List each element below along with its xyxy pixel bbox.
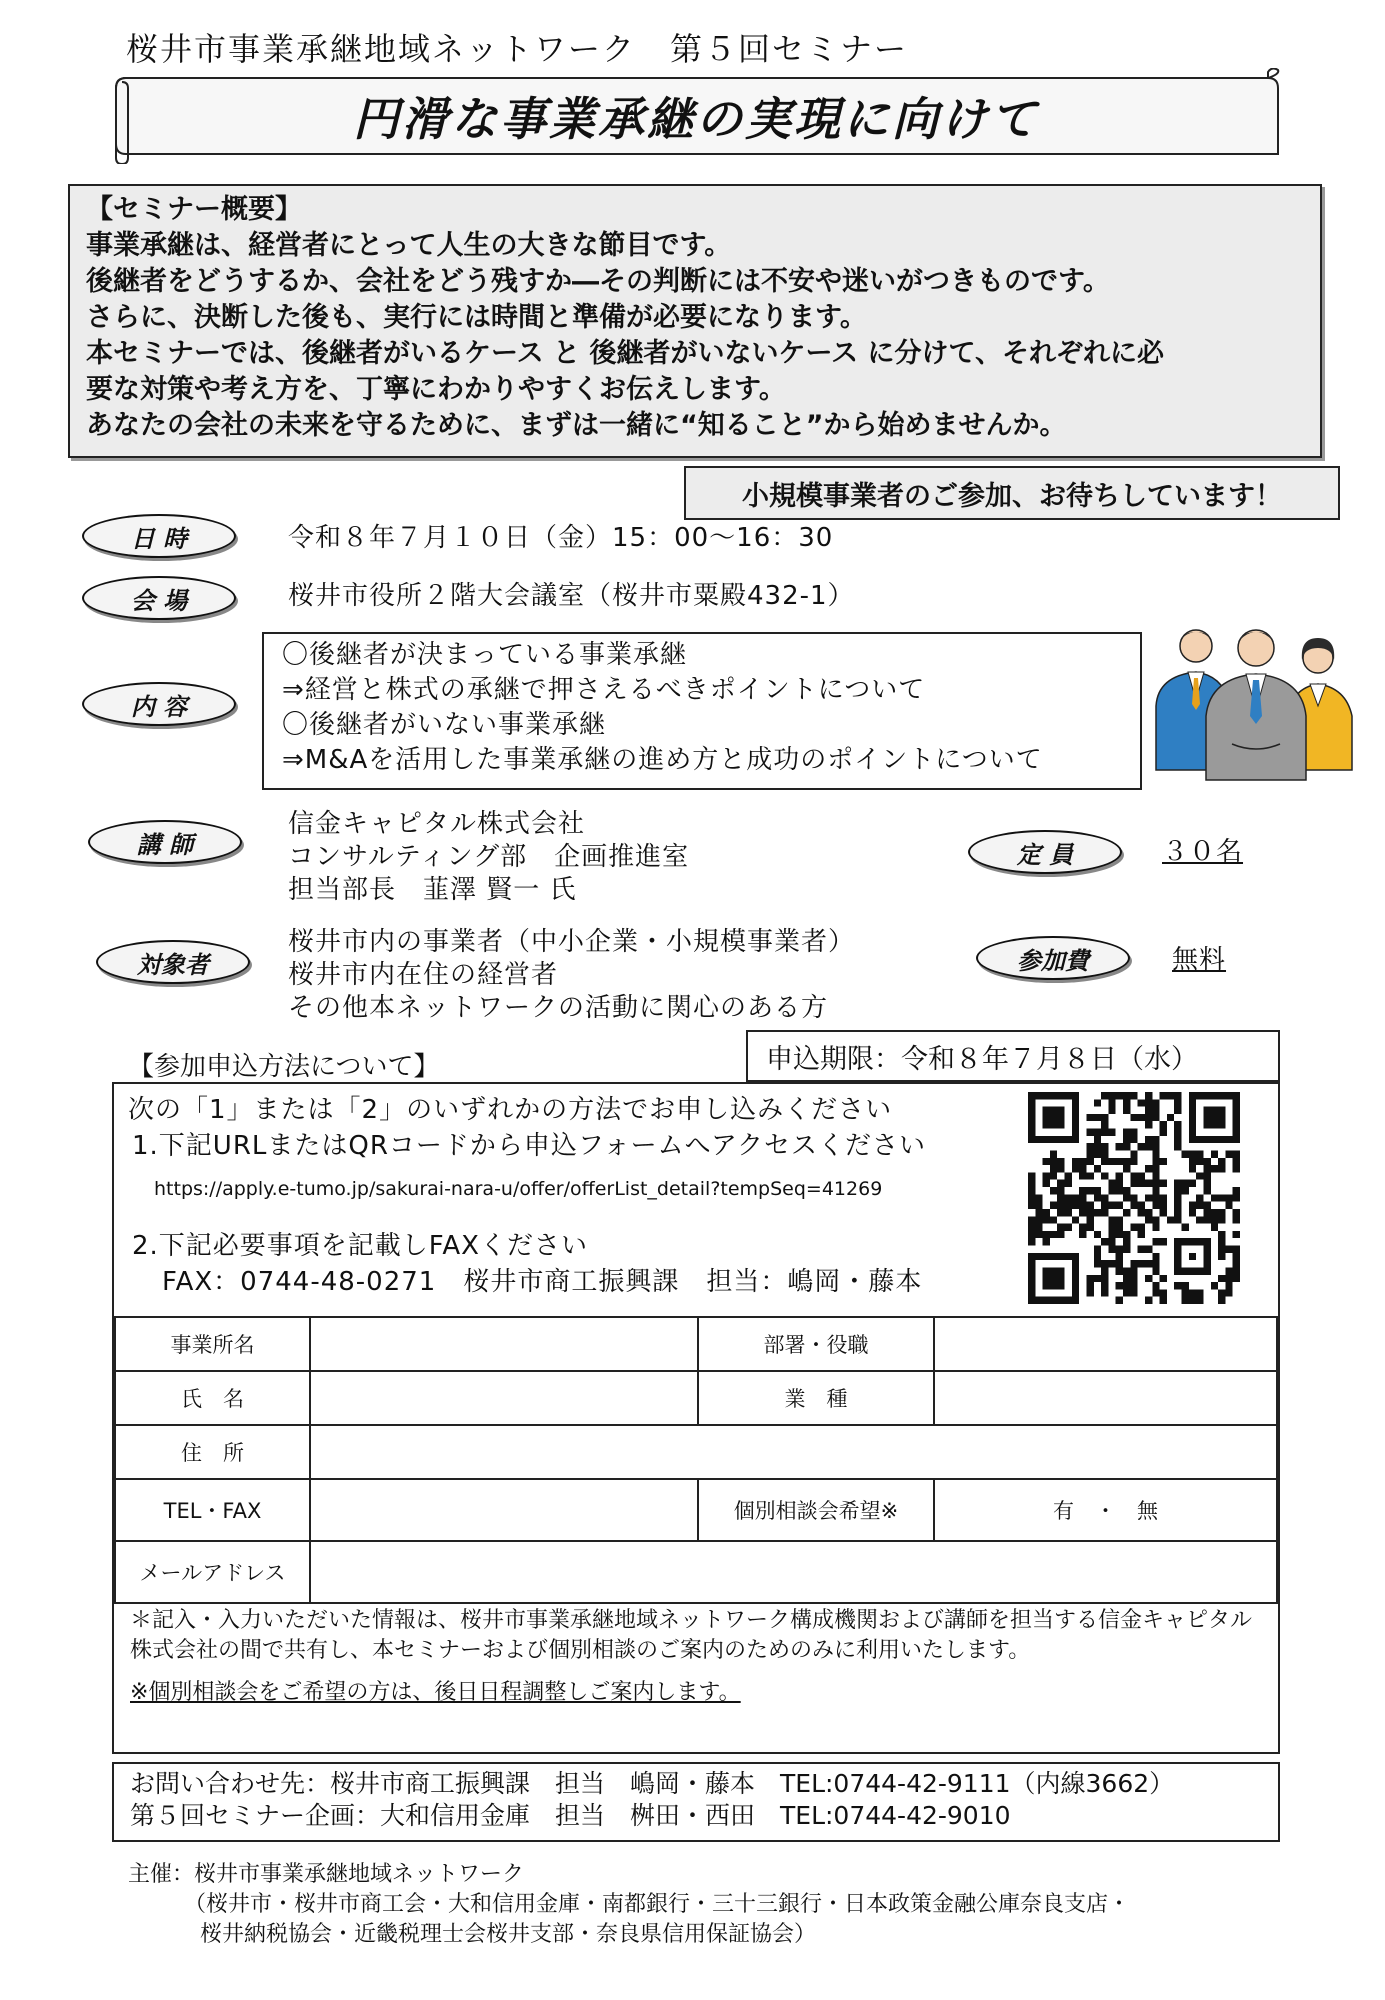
address-field[interactable] <box>310 1425 1277 1479</box>
target-line: 桜井市内在住の経営者 <box>288 960 559 990</box>
fee-label: 参加費 <box>976 936 1130 980</box>
name-label: 氏 名 <box>115 1371 310 1425</box>
overview-line: 要な対策や考え方を、丁寧にわかりやすくお伝えします。 <box>86 374 786 405</box>
fax-method <box>128 1228 922 1300</box>
overview-line: 後継者をどうするか、会社をどう残すか―その判断には不安や迷いがつきものです。 <box>86 266 1110 297</box>
contact-line: お問い合わせ先：桜井市商工振興課 担当 嶋岡・藤本 TEL:0744-42-9111（内線3662） <box>130 1769 1175 1798</box>
content-line: 〇後継者が決まっている事業承継 <box>282 640 688 670</box>
consult-label: 個別相談会希望※ <box>698 1479 934 1541</box>
application-heading: 【参加申込方法について】 <box>128 1052 440 1082</box>
industry-label: 業 種 <box>698 1371 934 1425</box>
department-field[interactable] <box>934 1317 1277 1371</box>
overview-box <box>68 184 1322 458</box>
consult-note: ※個別相談会をご希望の方は、後日日程調整しご案内します。 <box>130 1680 741 1705</box>
privacy-note: ＊記入・入力いただいた情報は、桜井市事業承継地域ネットワーク構成機関および講師を担当する信金キャピタル株式会社の間で共有し、本セミナーおよび個別相談のご案内のためのみに利用いたします。 <box>130 1608 1253 1663</box>
capacity-value: ３０名 <box>1162 837 1244 867</box>
business-people-icon <box>1152 620 1362 790</box>
content-line: ⇒M&Aを活用した事業承継の進め方と成功のポイントについて <box>282 745 1043 775</box>
method2-line: 2.下記必要事項を記載しFAXください <box>132 1231 588 1261</box>
lecturer-label: 講 師 <box>88 820 242 864</box>
tel-fax-label: TEL・FAX <box>115 1479 310 1541</box>
application-intro <box>128 1092 926 1164</box>
capacity-label: 定 員 <box>968 830 1122 874</box>
notes-section <box>130 1606 1260 1708</box>
department-label: 部署・役職 <box>698 1317 934 1371</box>
contact-line: 第５回セミナー企画：大和信用金庫 担当 桝田・西田 TEL:0744-42-9010 <box>130 1801 1011 1830</box>
office-name-field[interactable] <box>310 1317 698 1371</box>
content-box <box>262 632 1142 790</box>
target-line: その他本ネットワークの活動に関心のある方 <box>288 993 829 1023</box>
title-banner <box>112 68 1280 164</box>
host-line: 桜井納税協会・近畿税理士会桜井支部・奈良県信用保証協会） <box>200 1922 817 1947</box>
host-section <box>128 1860 1130 1950</box>
name-field[interactable] <box>310 1371 698 1425</box>
tel-fax-field[interactable] <box>310 1479 698 1541</box>
target-value <box>288 926 855 1025</box>
series-title: 桜井市事業承継地域ネットワーク 第５回セミナー <box>126 30 909 68</box>
address-label: 住 所 <box>115 1425 310 1479</box>
welcome-banner: 小規模事業者のご参加、お待ちしています！ <box>684 466 1340 520</box>
application-url-link[interactable]: https://apply.e-tumo.jp/sakurai-nara-u/offer/offerList_detail?tempSeq=41269 <box>154 1178 883 1200</box>
fee-value: 無料 <box>1172 945 1227 975</box>
email-field[interactable] <box>310 1541 1277 1603</box>
main-title: 円滑な事業承継の実現に向けて <box>353 92 1039 146</box>
contact-box <box>112 1762 1280 1842</box>
content-line: ⇒経営と株式の承継で押さえるべきポイントについて <box>282 675 926 705</box>
host-line: 主催：桜井市事業承継地域ネットワーク <box>128 1862 525 1887</box>
target-line: 桜井市内の事業者（中小企業・小規模事業者） <box>288 927 856 957</box>
intro-line: 次の「1」または「2」のいずれかの方法でお申し込みください <box>128 1095 893 1125</box>
fax-line: FAX：0744-48-0271 桜井市商工振興課 担当：嶋岡・藤本 <box>162 1267 923 1297</box>
content-label: 内 容 <box>82 682 236 726</box>
consult-options[interactable]: 有 ・ 無 <box>934 1479 1277 1541</box>
method1-line: 1.下記URLまたはQRコードから申込フォームへアクセスください <box>132 1131 927 1161</box>
deadline-box: 申込期限：令和８年７月８日（水） <box>746 1030 1280 1082</box>
overview-line: あなたの会社の未来を守るために、まずは一緒に“知ること”から始めませんか。 <box>86 410 1067 441</box>
industry-field[interactable] <box>934 1371 1277 1425</box>
lecturer-line: 信金キャピタル株式会社 <box>288 809 586 839</box>
content-line: 〇後継者がいない事業承継 <box>282 710 607 740</box>
overview-line: さらに、決断した後も、実行には時間と準備が必要になります。 <box>86 302 867 333</box>
date-value: 令和８年７月１０日（金）15：00～16：30 <box>288 523 834 553</box>
overview-line: 事業承継は、経営者にとって人生の大きな節目です。 <box>86 230 732 261</box>
lecturer-line: 担当部長 韮澤 賢一 氏 <box>288 875 577 905</box>
qr-code-icon[interactable] <box>1028 1092 1240 1304</box>
host-line: （桜井市・桜井市商工会・大和信用金庫・南都銀行・三十三銀行・日本政策金融公庫奈良支店・ <box>184 1892 1131 1917</box>
venue-value: 桜井市役所２階大会議室（桜井市粟殿432-1） <box>288 581 855 611</box>
venue-label: 会 場 <box>82 576 236 620</box>
date-label: 日 時 <box>82 514 236 558</box>
overview-line: 本セミナーでは、後継者がいるケース と 後継者がいないケース に分けて、それぞれに必 <box>86 338 1164 369</box>
office-name-label: 事業所名 <box>115 1317 310 1371</box>
target-label: 対象者 <box>96 940 250 984</box>
email-label: メールアドレス <box>115 1541 310 1603</box>
registration-table <box>114 1316 1278 1604</box>
lecturer-line: コンサルティング部 企画推進室 <box>288 842 690 872</box>
lecturer-value <box>288 808 689 907</box>
overview-heading: 【セミナー概要】 <box>86 194 302 225</box>
